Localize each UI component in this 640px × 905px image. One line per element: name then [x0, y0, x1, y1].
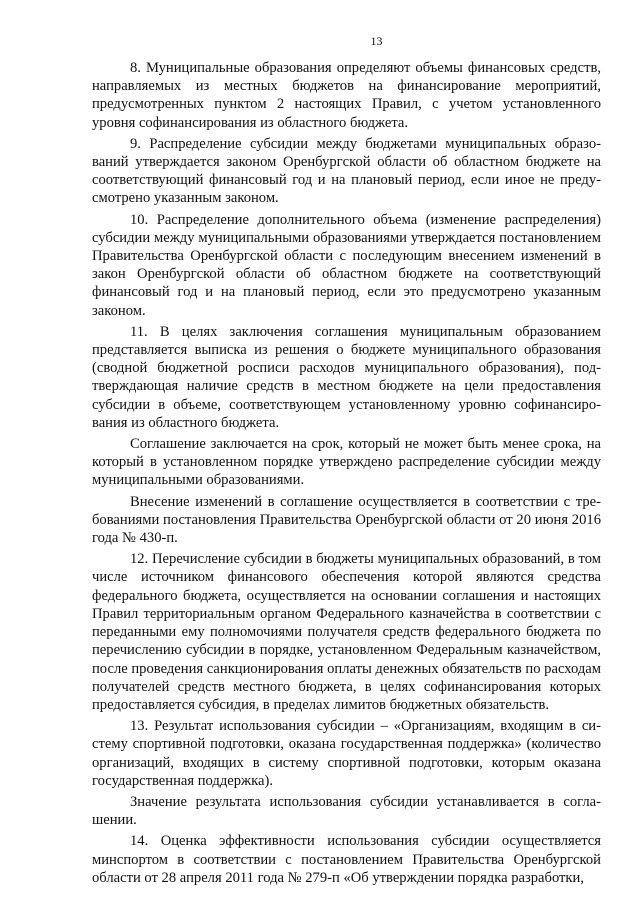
paragraph: Внесение изменений в соглашение осуществляется в соответствии с требованиями постановления Правительства Оренбургской области от 20 июня 2016 года № 430-п.: [92, 493, 601, 547]
paragraph: Соглашение заключается на срок, который не может быть менее срока, на который в установленном порядке утверждено распределение субсидии между муниципальными образованиями.: [92, 436, 601, 489]
paragraph: 13. Результат использования субсидии – «Организациям, входящим в систему спортивной подготовки, оказана государственная поддержка» (количество организаций, входящих в систему спортивной подготовки, которым оказана государственная поддержка).: [92, 718, 601, 789]
paragraph: 10. Распределение дополнительного объема (изменение распределения) субсидии между муниципальными образованиями утверждается постановлением Правительства Оренбургской области с последующим внесением изменений в закон Оренбургской области об областном бюджете на соответствующий финансовый год и на плановый период, если это предусмотрено указанным законом.: [92, 211, 601, 319]
paragraph: 11. В целях заключения соглашения муниципальным образованием представляется выписка из решения о бюджете муниципального образования (сводной бюджетной росписи расходов муниципального образования), подтверждающая наличие средств в местном бюджете на цели предоставления субсидии в объеме, соответствующем установленному уровню софинансирования из областного бюджета.: [92, 323, 601, 431]
page-number: 13: [370, 34, 383, 48]
paragraph: 8. Муниципальные образования определяют объемы финансовых средств, направляемых из местных бюджетов на финансирование мероприятий, предусмотренных пунктом 2 настоящих Правил, с учетом установленного уровня софинансирования из областного бюджета.: [92, 60, 601, 131]
document-body: [92, 59, 601, 887]
paragraph: 12. Перечисление субсидии в бюджеты муниципальных образований, в том числе источником финансового обеспечения которой являются средства федерального бюджета, осуществляется на основании соглашения и настоящих Правил территориальным органом Федерального казначейства в соответствии с переданными ему полномочиями получателя средств федерального бюджета по перечислению субсидии в порядке, установленном Федеральным казначейством, после проведения санкционирования оплаты денежных обязательств по расходам получателей средств местного бюджета, в целях софинансирования которых предоставляется субсидия, в пределах лимитов бюджетных обязательств.: [92, 551, 601, 713]
paragraph: 14. Оценка эффективности использования субсидии осуществляется минспортом в соответствии с постановлением Правительства Оренбургской области от 28 апреля 2011 года № 279-п «Об утверждении порядка разработки,: [92, 833, 601, 886]
paragraph: 9. Распределение субсидии между бюджетами муниципальных образований утверждается законом Оренбургской области об областном бюджете на соответствующий финансовый год и на плановый период, если иное не предусмотрено указанным законом.: [92, 135, 601, 207]
paragraph: Значение результата использования субсидии устанавливается в соглашении.: [92, 793, 601, 829]
